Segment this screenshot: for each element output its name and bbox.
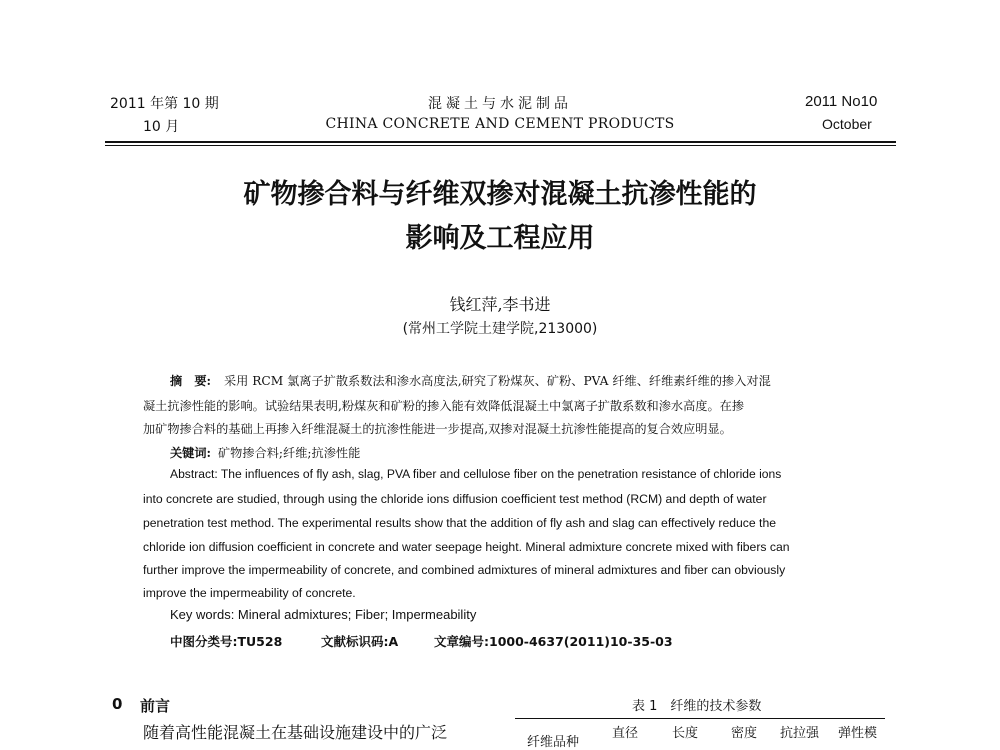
table1-col-length: 长度 xyxy=(672,726,699,741)
abstract-cn-line3: 加矿物掺合料的基础上再掺入纤维混凝土的抗渗性能进一步提高,双掺对混凝土抗渗性能提高的复合效应明显。 xyxy=(143,422,732,436)
abstract-en-line3: penetration test method. The experimental results show that the addition of fly ash and slag can effectively reduce the xyxy=(143,516,776,530)
table1-col-modulus: 弹性模 xyxy=(838,726,878,741)
section-heading: 前言 xyxy=(140,697,171,715)
section-number: 0 xyxy=(112,695,123,713)
table1-top-rule xyxy=(515,718,885,719)
article-number: 文章编号:1000-4637(2011)10-35-03 xyxy=(434,634,673,649)
abstract-en-line1: Abstract: The influences of fly ash, slag, PVA fiber and cellulose fiber on the penetration resistance of chloride ions xyxy=(170,467,782,481)
table1-col-diameter: 直径 xyxy=(612,726,639,741)
issue-number-en: 2011 No10 xyxy=(805,93,878,110)
journal-title-en: CHINA CONCRETE AND CEMENT PRODUCTS xyxy=(325,116,675,132)
table1-col-density: 密度 xyxy=(731,726,758,741)
section-body-line1: 随着高性能混凝土在基础设施建设中的广泛 xyxy=(143,723,448,742)
article-title-line1: 矿物掺合料与纤维双掺对混凝土抗渗性能的 xyxy=(243,179,757,210)
article-title-line2: 影响及工程应用 xyxy=(405,223,595,254)
issue-month: 10 月 xyxy=(143,119,180,135)
header-rule-thin xyxy=(105,145,896,146)
table1-row-header: 纤维品种 xyxy=(527,735,580,750)
clc-number: 中图分类号:TU528 xyxy=(170,634,283,649)
abstract-en-line4: chloride ion diffusion coefficient in concrete and water seepage height. Mineral admixture concrete mixed with fibers can xyxy=(143,540,790,554)
abstract-cn-line2: 凝土抗渗性能的影响。试验结果表明,粉煤灰和矿粉的掺入能有效降低混凝土中氯离子扩散系数和渗水高度。在掺 xyxy=(143,399,745,413)
authors: 钱红萍,李书进 xyxy=(449,295,551,314)
journal-title-cn: 混凝土与水泥制品 xyxy=(428,96,572,112)
abstract-en-line2: into concrete are studied, through using the chloride ions diffusion coefficient test method (RCM) and depth of water xyxy=(143,492,767,506)
table1-caption: 表 1 纤维的技术参数 xyxy=(632,699,762,714)
issue-month-en: October xyxy=(822,116,872,132)
abstract-cn-line1: 采用 RCM 氯离子扩散系数法和渗水高度法,研究了粉煤灰、矿粉、PVA 纤维、纤维素纤维的掺入对混 xyxy=(224,374,771,388)
header-rule-thick xyxy=(105,141,896,143)
issue-year-number: 2011 年第 10 期 xyxy=(110,96,219,112)
keywords-en: Key words: Mineral admixtures; Fiber; Impermeability xyxy=(170,607,477,622)
keywords-cn-label: 关键词: xyxy=(170,446,212,460)
affiliation: (常州工学院土建学院,213000) xyxy=(402,321,598,337)
abstract-cn-label: 摘 要: xyxy=(170,374,212,388)
table1-col-tensile: 抗拉强 xyxy=(780,726,820,741)
abstract-en-line5: further improve the impermeability of concrete, and combined admixtures of mineral admixtures and fiber can obviously xyxy=(143,563,786,577)
document-code: 文献标识码:A xyxy=(321,634,399,649)
keywords-cn-text: 矿物掺合料;纤维;抗渗性能 xyxy=(218,446,361,460)
abstract-en-line6: improve the impermeability of concrete. xyxy=(143,586,356,600)
